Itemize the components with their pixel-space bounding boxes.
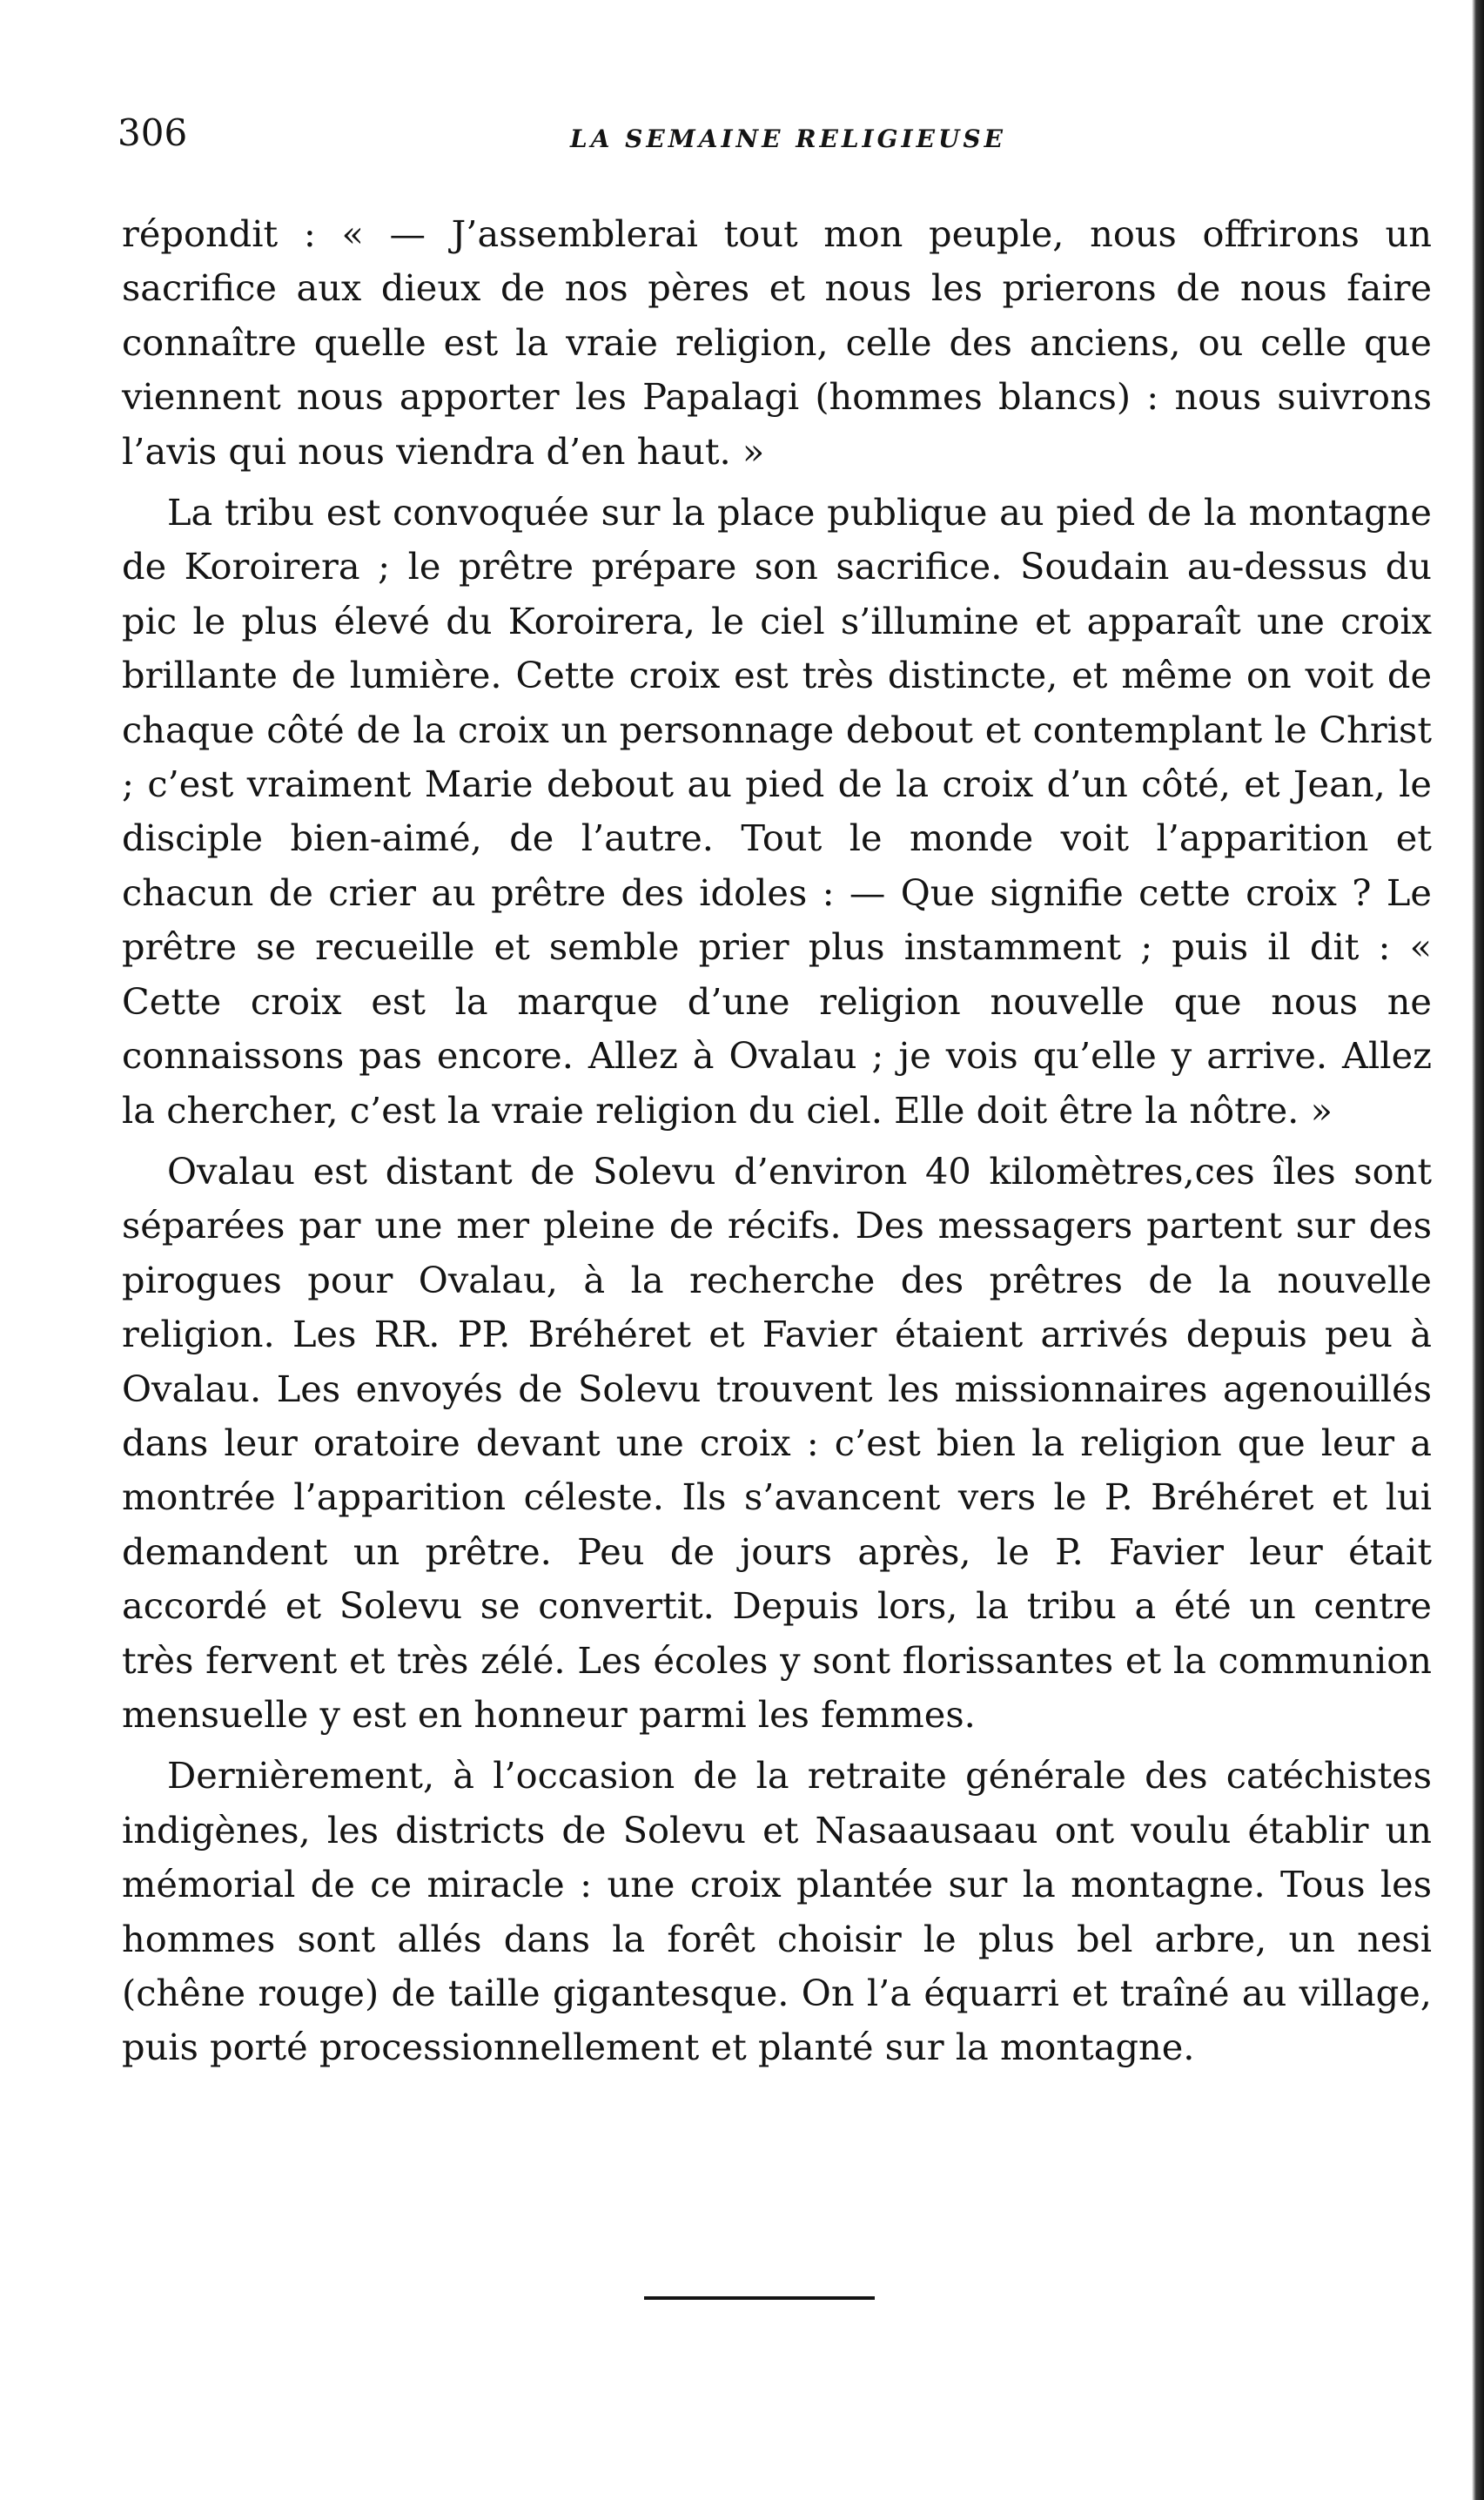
end-rule <box>644 2296 875 2300</box>
paragraph-2: La tribu est convoquée sur la place publique au pied de la montagne de Koroirera ; le prêtre prépare son sacrifice. Soudain au-dessus du pic le plus élevé du Koroirera, le ciel s’illumine et apparaît une croix brillante de lumière. Cette croix est très distincte, et même on voit de chaque côté de la croix un personnage debout et contemplant le Christ ; c’est vraiment Marie debout au pied de la croix d’un côté, et Jean, le disciple bien-aimé, de l’autre. Tout le monde voit l’apparition et chacun de crier au prêtre des idoles : — Que signifie cette croix ? Le prêtre se recueille et semble prier plus instamment ; puis il dit : « Cette croix est la marque d’une religion nouvelle que nous ne connaissons pas encore. Allez à Ovalau ; je vois qu’elle y arrive. Allez la chercher, c’est la vraie religion du ciel. Elle doit être la nôtre. » <box>122 491 1432 1132</box>
paragraph-1: répondit : « — J’assemblerai tout mon peuple, nous offrirons un sacrifice aux dieux de nos pères et nous les prierons de nous faire connaître quelle est la vraie religion, celle des anciens, ou celle que viennent nous apporter les Papalagi (hommes blancs) : nous suivrons l’avis qui nous viendra d’en haut. » <box>122 212 1432 473</box>
page-binding-edge <box>1472 0 1484 2500</box>
body-text <box>122 207 1432 2082</box>
page-number: 306 <box>118 111 188 154</box>
paragraph-3: Ovalau est distant de Solevu d’environ 40 kilomètres,ces îles sont séparées par une mer pleine de récifs. Des messagers partent sur des pirogues pour Ovalau, à la recherche des prêtres de la nouvelle religion. Les RR. PP. Bréhéret et Favier étaient arrivés depuis peu à Ovalau. Les envoyés de Solevu trouvent les missionnaires agenouillés dans leur oratoire devant une croix : c’est bien la religion que leur a montrée l’apparition céleste. Ils s’avancent vers le P. Bréhéret et lui demandent un prêtre. Peu de jours après, le P. Favier leur était accordé et Solevu se convertit. Depuis lors, la tribu a été un centre très fervent et très zélé. Les écoles y sont florissantes et la communion mensuelle y est en honneur parmi les femmes. <box>122 1149 1432 1736</box>
page-header <box>118 111 1436 164</box>
running-head: LA SEMAINE RELIGIEUSE <box>570 124 1006 153</box>
paragraph-4: Dernièrement, à l’occasion de la retraite générale des catéchistes indigènes, les districts de Solevu et Nasaausaau ont voulu établir un mémorial de ce miracle : une croix plantée sur la montagne. Tous les hommes sont allés dans la forêt choisir le plus bel arbre, un nesi (chêne rouge) de taille gigantesque. On l’a équarri et traîné au village, puis porté processionnellement et planté sur la montagne. <box>122 1754 1432 2069</box>
